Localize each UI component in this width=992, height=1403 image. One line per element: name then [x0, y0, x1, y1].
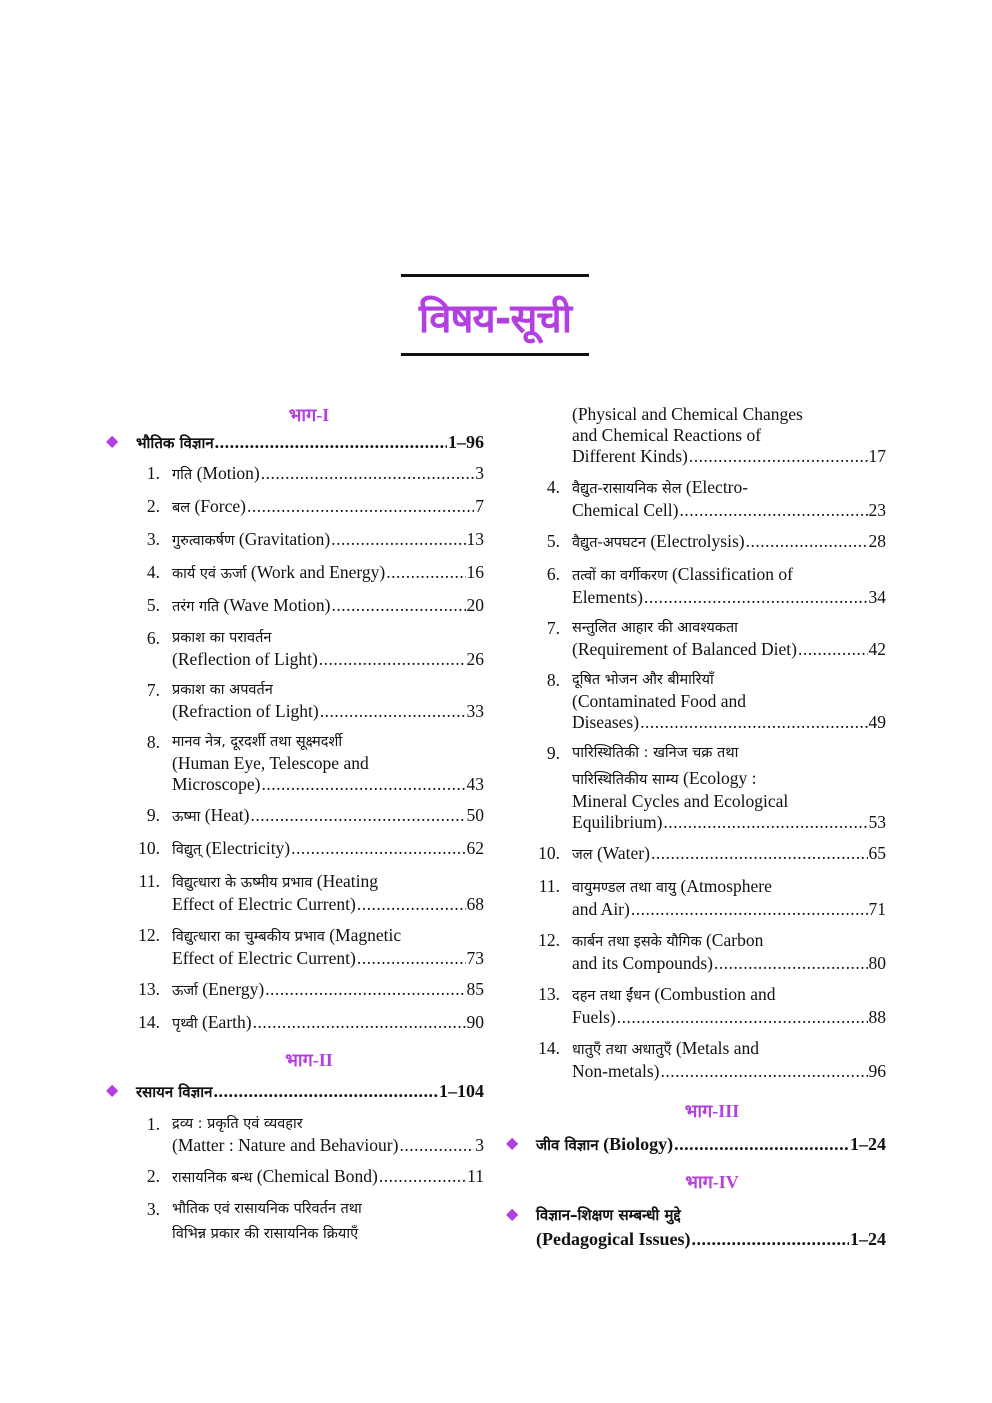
- toc-entry[interactable]: 4. वैद्युत-रासायनिक सेल (Electro- Chemical Cell) ..... 23: [504, 477, 886, 521]
- part-heading-1: भाग-I: [288, 405, 330, 425]
- toc-entry[interactable]: 11. वायुमण्डल तथा वायु (Atmosphere and Air) ..... 71: [504, 876, 886, 920]
- toc-right-column: [504, 400, 886, 1259]
- toc-entry[interactable]: 6. तत्वों का वर्गीकरण (Classification of Elements) ..... 34: [504, 564, 886, 608]
- title-block: [401, 274, 589, 356]
- page-title: विषय-सूची: [418, 296, 572, 342]
- toc-entry[interactable]: 5. तरंग गति (Wave Motion) ..... 20: [104, 595, 484, 618]
- toc-entry[interactable]: 10. जल (Water) ..... 65: [504, 843, 886, 866]
- subject-pedagogy[interactable]: ◆ विज्ञान–शिक्षण सम्बन्धी मुद्दे (Pedagogical Issues) ..... 1–24: [504, 1203, 886, 1251]
- page-range: 1–96: [448, 432, 484, 452]
- diamond-bullet-icon: ◆: [106, 433, 119, 450]
- toc-entry[interactable]: 9. ऊष्मा (Heat) ..... 50: [104, 805, 484, 828]
- toc-entry-continued[interactable]: (Physical and Chemical Changes and Chemical Reactions of Different Kinds) ..... 17: [504, 404, 886, 467]
- toc-left-column: [104, 400, 484, 1255]
- toc-entry[interactable]: 13. ऊर्जा (Energy) ..... 85: [104, 979, 484, 1002]
- toc-entry[interactable]: 10. विद्युत् (Electricity) ..... 62: [104, 838, 484, 861]
- toc-entry[interactable]: 13. दहन तथा ईंधन (Combustion and Fuels) ..... 88: [504, 984, 886, 1028]
- toc-entry[interactable]: 5. वैद्युत-अपघटन (Electrolysis) ..... 28: [504, 531, 886, 554]
- subject-chemistry[interactable]: ◆ रसायन विज्ञान ..... 1–104: [104, 1079, 484, 1104]
- page-range: 1–24: [850, 1229, 886, 1249]
- toc-entry[interactable]: 11. विद्युत्धारा के ऊष्मीय प्रभाव (Heating Effect of Electric Current) ..... 68: [104, 871, 484, 915]
- toc-entry[interactable]: 8. मानव नेत्र, दूरदर्शी तथा सूक्ष्मदर्शी (Human Eye, Telescope and Microscope) ..... 43: [104, 732, 484, 795]
- toc-entry[interactable]: 14. पृथ्वी (Earth) ..... 90: [104, 1012, 484, 1035]
- toc-entry[interactable]: 4. कार्य एवं ऊर्जा (Work and Energy) ..... 16: [104, 562, 484, 585]
- diamond-bullet-icon: ◆: [106, 1082, 119, 1099]
- toc-entry[interactable]: 2. बल (Force) ..... 7: [104, 496, 484, 519]
- toc-entry[interactable]: 3. गुरुत्वाकर्षण (Gravitation) ..... 13: [104, 529, 484, 552]
- toc-entry[interactable]: 7. सन्तुलित आहार की आवश्यकता (Requirement of Balanced Diet) ..... 42: [504, 618, 886, 660]
- toc-entry[interactable]: 12. कार्बन तथा इसके यौगिक (Carbon and its Compounds) ..... 80: [504, 930, 886, 974]
- toc-entry[interactable]: 7. प्रकाश का अपवर्तन (Refraction of Light) ..... 33: [104, 680, 484, 722]
- part-heading-4: भाग-IV: [685, 1172, 739, 1192]
- toc-entry[interactable]: 14. धातुएँ तथा अधातुएँ (Metals and Non-metals) ..... 96: [504, 1038, 886, 1082]
- toc-entry[interactable]: 1. गति (Motion) ..... 3: [104, 463, 484, 486]
- toc-entry[interactable]: 8. दूषित भोजन और बीमारियाँ (Contaminated Food and Diseases) ..... 49: [504, 670, 886, 733]
- toc-entry[interactable]: 12. विद्युत्धारा का चुम्बकीय प्रभाव (Magnetic Effect of Electric Current) ..... 73: [104, 925, 484, 969]
- subject-physics[interactable]: ◆ भौतिक विज्ञान ..... 1–96: [104, 430, 484, 455]
- part-heading-2: भाग-II: [285, 1050, 333, 1070]
- diamond-bullet-icon: ◆: [506, 1206, 519, 1223]
- diamond-bullet-icon: ◆: [506, 1135, 519, 1152]
- toc-entry[interactable]: 3. भौतिक एवं रासायनिक परिवर्तन तथा विभिन्न प्रकार की रासायनिक क्रियाएँ: [146, 1199, 362, 1242]
- toc-entry[interactable]: 9. पारिस्थितिकी : खनिज चक्र तथा पारिस्थितिकीय साम्य (Ecology : Mineral Cycles and Ecological Equilibrium) ..... 53: [504, 743, 886, 833]
- page-range: 1–24: [850, 1134, 886, 1154]
- part-heading-3: भाग-III: [684, 1101, 740, 1121]
- toc-entry[interactable]: 6. प्रकाश का परावर्तन (Reflection of Light) ..... 26: [104, 628, 484, 670]
- subject-biology[interactable]: ◆ जीव विज्ञान (Biology) ..... 1–24: [504, 1132, 886, 1157]
- toc-entry[interactable]: 1. द्रव्य : प्रकृति एवं व्यवहार (Matter : Nature and Behaviour) ..... 3: [104, 1114, 484, 1156]
- toc-entry[interactable]: 2. रासायनिक बन्ध (Chemical Bond) ..... 11: [104, 1166, 484, 1189]
- page-range: 1–104: [439, 1081, 484, 1101]
